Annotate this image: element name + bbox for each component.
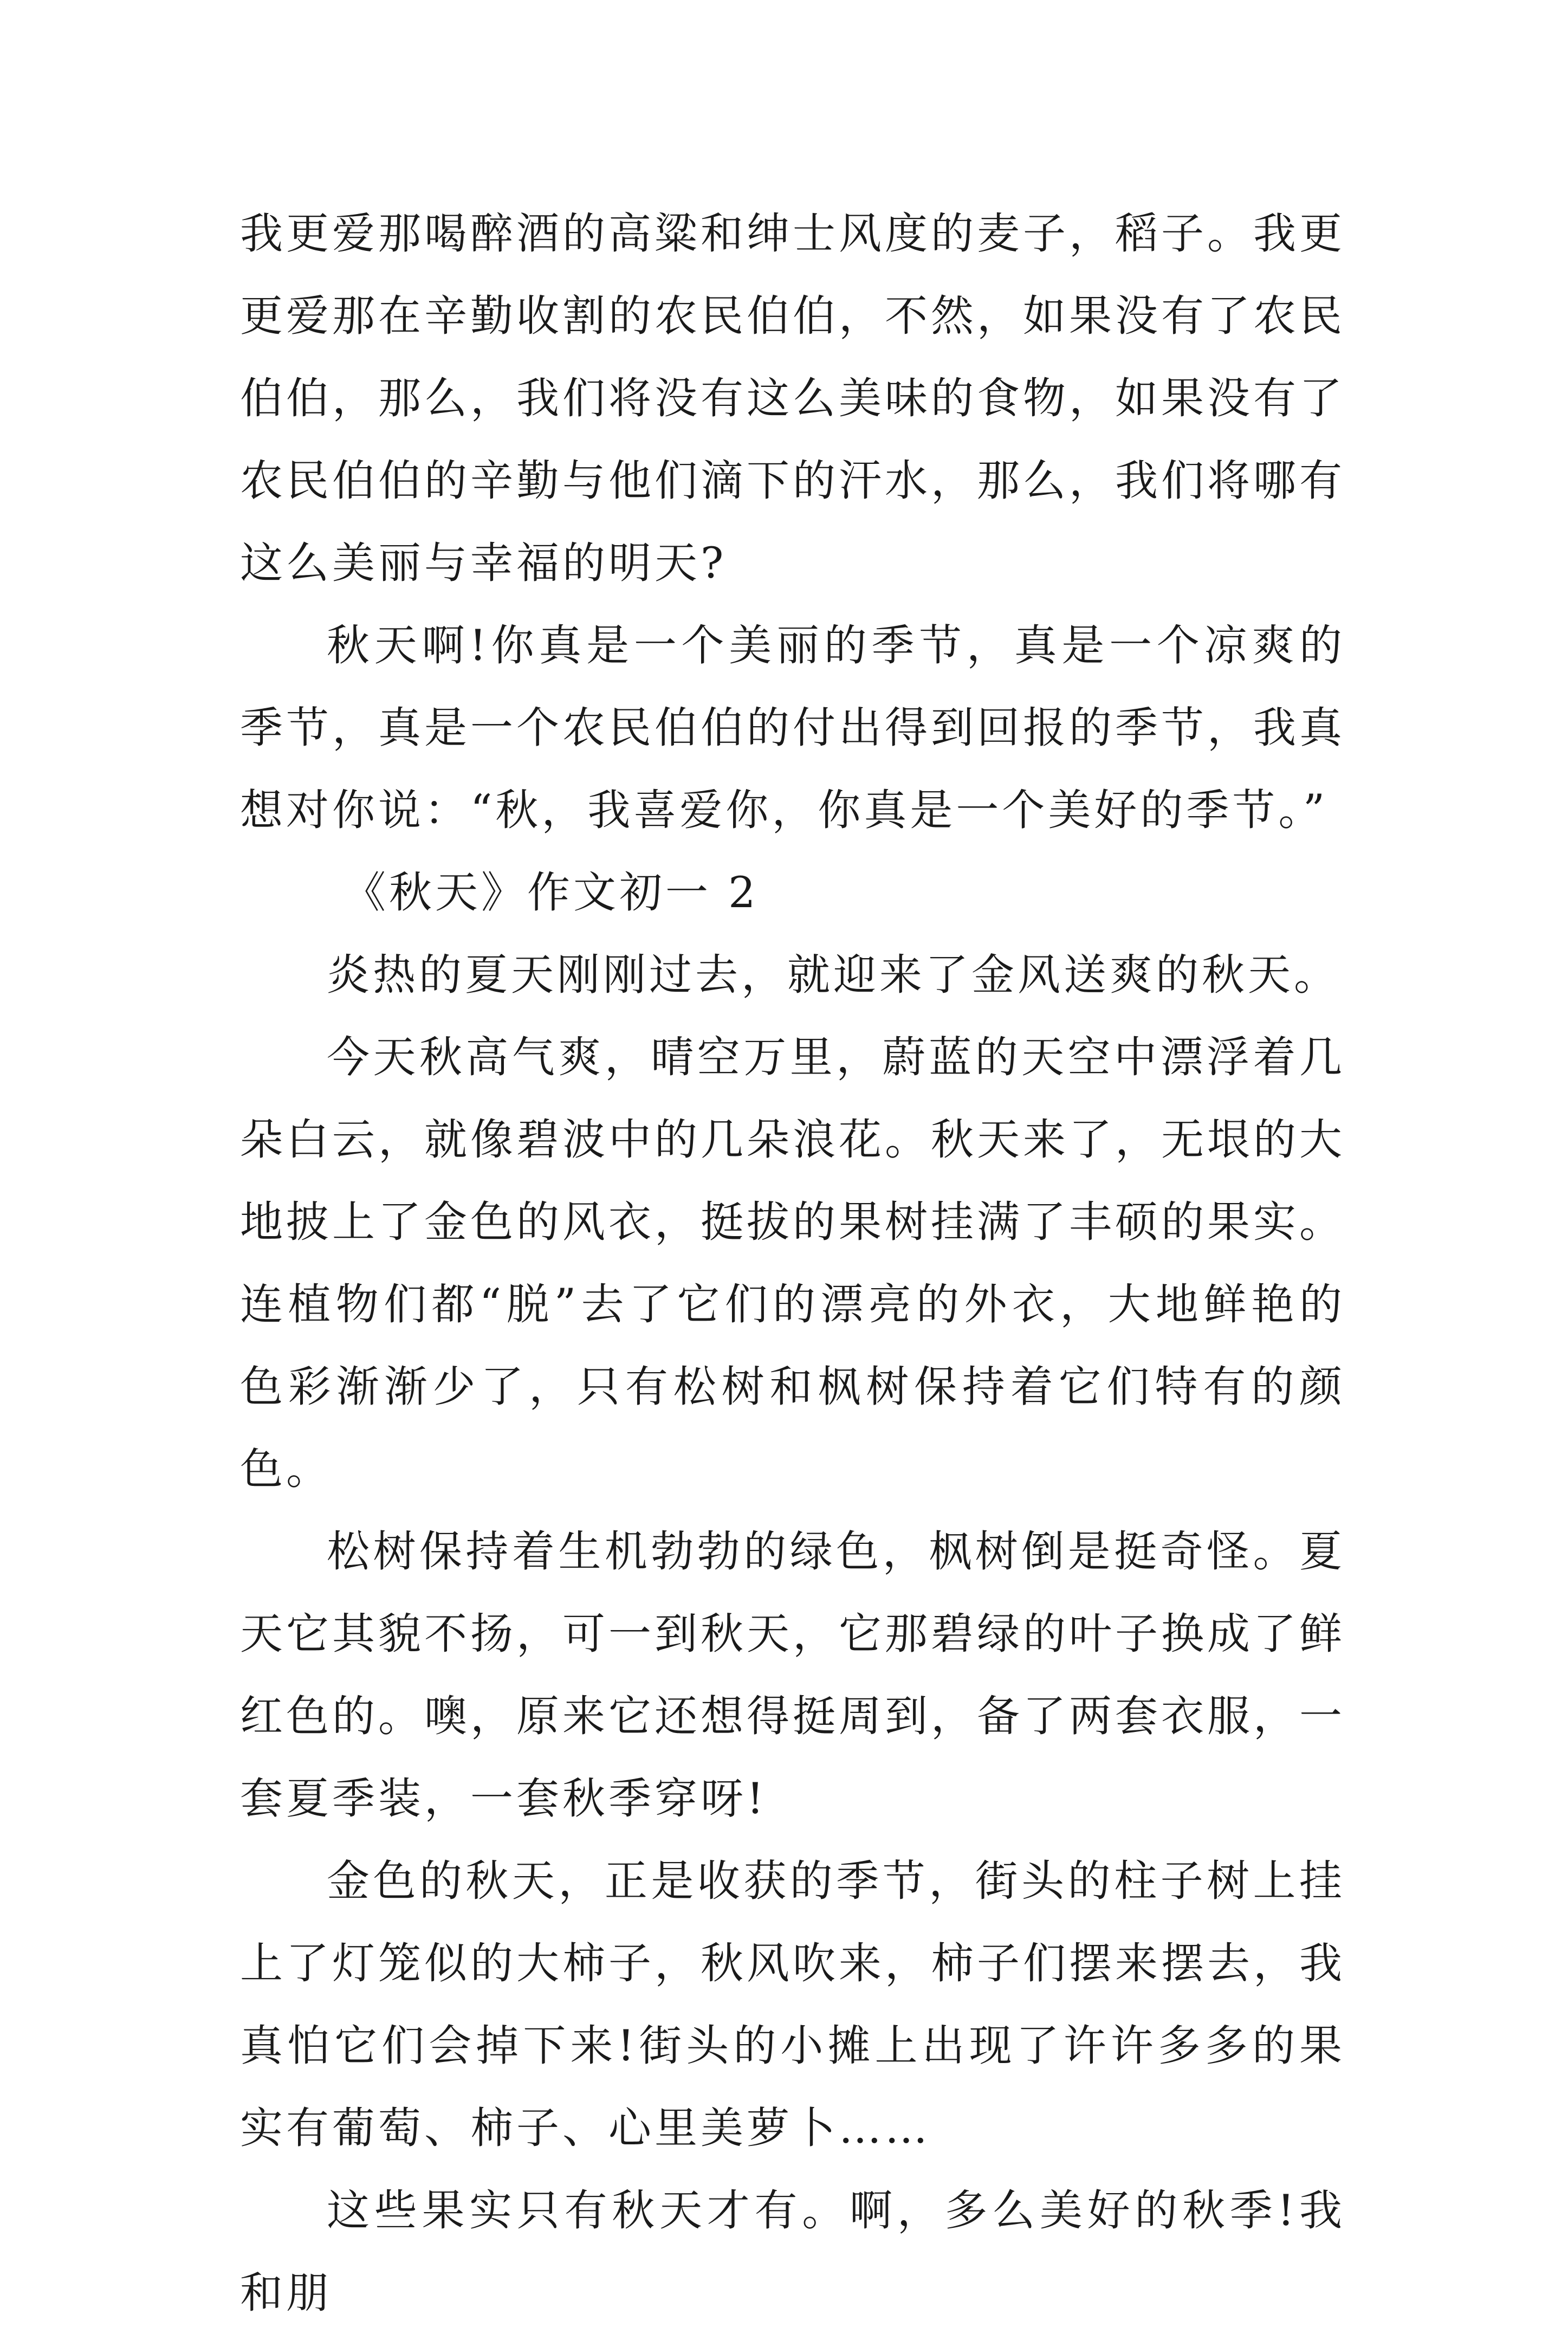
paragraph-summer-passed: 炎热的夏天刚刚过去，就迎来了金风送爽的秋天。 [327, 950, 1340, 1000]
paragraph-autumn-sky: 今天秋高气爽，晴空万里，蔚蓝的天空中漂浮着几朵白云，就像碧波中的几朵浪花。秋天来了，无垠的大地披上了金色的风衣，挺拔的果树挂满了丰硕的果实。连植物们都“脱”去了它们的漂亮的外衣，大地鲜艳的色彩渐渐少了，只有松树和枫树保持着它们特有的颜色。 [240, 1032, 1345, 1494]
paragraph-continuation: 我更爱那喝醉酒的高粱和绅士风度的麦子，稻子。我更更爱那在辛勤收割的农民伯伯，不然，如果没有了农民伯伯，那么，我们将没有这么美味的食物，如果没有了农民伯伯的辛勤与他们滴下的汗水，那么，我们将哪有这么美丽与幸福的明天? [240, 209, 1345, 588]
paragraph-pine-maple: 松树保持着生机勃勃的绿色，枫树倒是挺奇怪。夏天它其貌不扬，可一到秋天，它那碧绿的叶子换成了鲜红色的。噢，原来它还想得挺周到，备了两套衣服，一套夏季装，一套秋季穿呀! [240, 1527, 1345, 1824]
paragraph-fruits: 这些果实只有秋天才有。啊，多么美好的秋季!我和朋 [240, 2186, 1345, 2318]
essay-title-2: 《秋天》作文初一 2 [343, 868, 759, 917]
essay-body [240, 192, 1345, 2334]
paragraph-harvest: 金色的秋天，正是收获的季节，街头的柱子树上挂上了灯笼似的大柿子，秋风吹来，柿子们摆来摆去，我真怕它们会掉下来!街头的小摊上出现了许许多多的果实有葡萄、柿子、心里美萝卜…… [240, 1856, 1345, 2153]
paragraph-autumn-praise: 秋天啊!你真是一个美丽的季节，真是一个凉爽的季节，真是一个农民伯伯的付出得到回报的季节，我真想对你说：“秋，我喜爱你，你真是一个美好的季节。” [240, 620, 1345, 835]
